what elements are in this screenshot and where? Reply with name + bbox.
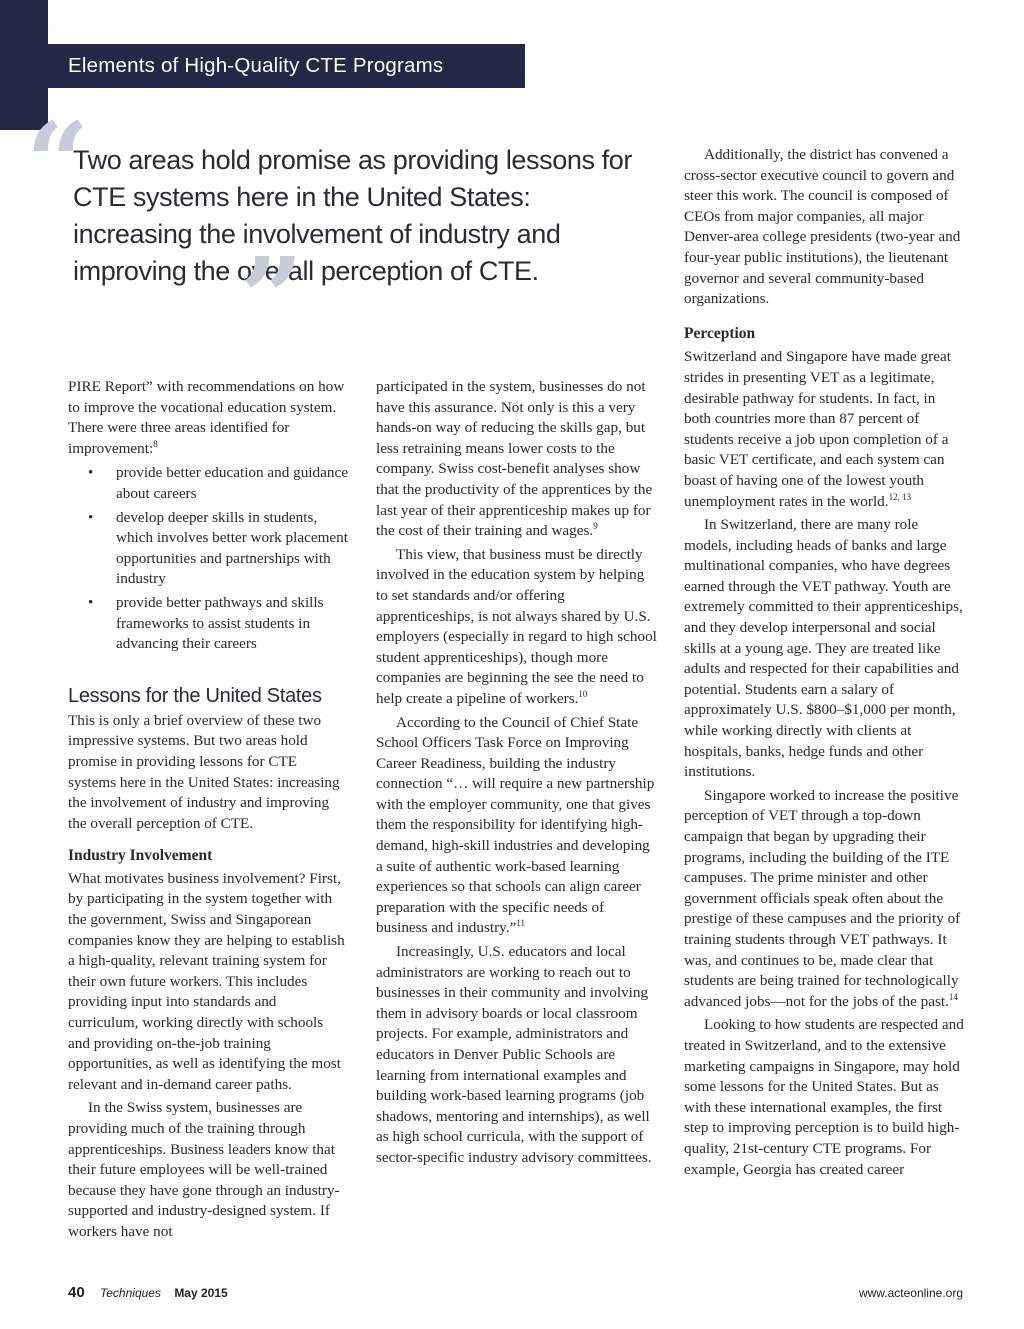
footnote-ref: 14 [948, 991, 958, 1002]
paragraph: This view, that business must be directly involved in the education system by helping to set standards and/or offering apprenticeships, is not always shared by U.S. employers (especially in regard to high school student apprenticeships), though more companies are beginning the see the need to help create a pipeline of workers.$^{10}$ [376, 545, 657, 707]
open-quote-mark: “ [26, 98, 90, 227]
footnote-ref: 10 [578, 688, 588, 699]
page-number: 40 [68, 1284, 85, 1301]
close-quote-mark: ” [240, 233, 304, 362]
paragraph: Increasingly, U.S. educators and local administrators are working to reach out to businesses in their community and involving them in advisory boards or local classroom projects. For example, administrators and educators in Denver Public Schools are learning from international examples and building work-based learning programs (job shadows, mentoring and internships), as well as high school curricula, with the support of sector-specific industry advisory committees. [376, 943, 652, 1166]
paragraph: In Switzerland, there are many role models, including heads of banks and large multinational companies, who have degrees earned through the VET pathway. Youth are extremely committed to their apprenticeships, and they develop interpersonal and social skills at a young age. They are treated like adults and respected for their capabilities and potential. Students earn a salary of approximately U.S. $800–$1,000 per month, while working directly with clients at hospitals, banks, hedge funds and other institutions. [684, 516, 963, 781]
section-heading: Lessons for the United States [68, 684, 322, 707]
paragraph: Additionally, the district has convened a cross-sector executive council to govern and steer this work. The council is composed of CEOs from major companies, all major Denver-area college presidents (two-year and four-year public institutions), the lieutenant governor and several community-based organizations. [684, 146, 961, 308]
column-3 [684, 145, 966, 1180]
paragraph: This is only a brief overview of these two impressive systems. But two areas hold promise in providing lessons for CTE systems here in the United States: increasing the involvement of industry and improving the overall perception of CTE. [68, 711, 340, 832]
paragraph: Switzerland and Singapore have made great strides in presenting VET as a legitimate, desirable pathway for students. In fact, in both countries more than 87 percent of students receive a job upon completion of a basic VET certificate, and each system can boast of having one of the lowest youth unemployment rates in the world.$^{12, 13}$ [684, 348, 951, 510]
footnote-ref: 12, 13 [888, 491, 912, 502]
pull-quote: Two areas hold promise as providing lessons for CTE systems here in the United States: increasing the involvement of industry and improving the overall perception of CTE. [73, 145, 632, 286]
issue-date: May 2015 [174, 1286, 228, 1300]
footnote-ref: 9 [593, 521, 598, 532]
paragraph: participated in the system, businesses do not have this assurance. Not only is this a very hands-on way of reducing the skills gap, but less retraining means lower costs to the company. Swiss cost-benefit analyses show that the productivity of the apprentices by the last year of their apprenticeship makes up for the cost of their training and wages.$^9$ [376, 378, 653, 540]
footnote-ref: 11 [516, 918, 525, 929]
website-link[interactable]: www.acteonline.org [858, 1286, 963, 1300]
column-2 [376, 377, 658, 1169]
bullet-icon: • [88, 593, 94, 611]
column-1 [68, 377, 348, 1243]
section-header [48, 44, 525, 88]
improvement-list [68, 463, 348, 654]
page-footer [68, 1284, 963, 1304]
paragraph: Singapore worked to increase the positive perception of VET through a top-down campaign that began by upgrading their programs, including the building of the ITE campuses. The prime minister and other government officials speak often about the prestige of these campuses and the priority of training students through VET pathways. It was, and continues to be, made clear that students are being trained for technologically advanced jobs—not for the jobs of the past.$^{14}$ [684, 786, 961, 1010]
paragraph: What motivates business involvement? First, by participating in the system together with the government, Swiss and Singaporean companies know they are helping to establish a high-quality, relevant training system for their own future workers. This includes providing input into standards and curriculum, working directly with schools and providing on-the-job training opportunities, as well as identifying the most relevant and in-demand career paths. [68, 869, 345, 1093]
magazine-name: Techniques [100, 1286, 161, 1300]
paragraph: Looking to how students are respected and treated in Switzerland, and to the extensive marketing campaigns in Singapore, may hold some lessons for the United States. But as with these international examples, the first step to improving perception is to build high-quality, 21st-century CTE programs. For example, Georgia has created career [684, 1016, 964, 1178]
subsection-heading: Perception [684, 324, 756, 342]
list-item: • develop deeper skills in students, which involves better work placement opportunities and partnerships with industry [88, 508, 348, 588]
list-item: • provide better education and guidance about careers [88, 464, 348, 502]
bullet-icon: • [88, 508, 94, 526]
list-item: • provide better pathways and skills frameworks to assist students in advancing their careers [88, 593, 324, 653]
bullet-icon: • [88, 464, 94, 482]
paragraph: PIRE Report” with recommendations on how to improve the vocational education system. There were three areas identified for improvement:$^8$ [68, 378, 345, 457]
paragraph: In the Swiss system, businesses are providing much of the training through apprenticeships. Business leaders know that their future employees will be well-trained because they have gone through an industry-supported and industry-designed system. If workers have not [68, 1099, 340, 1240]
paragraph: According to the Council of Chief State School Officers Task Force on Improving Career Readiness, building the industry connection “… will require a new partnership with the employer community, one that gives them the responsibility for identifying high-demand, high-skill industries and developing a suite of authentic work-based learning experiences so that schools can align career preparation with the specific needs of business and industry.”$^{11}$ [376, 713, 655, 937]
subsection-heading: Industry Involvement [68, 847, 213, 865]
section-header-title: Elements of High-Quality CTE Programs [68, 54, 444, 77]
footnote-ref: 8 [153, 438, 158, 449]
